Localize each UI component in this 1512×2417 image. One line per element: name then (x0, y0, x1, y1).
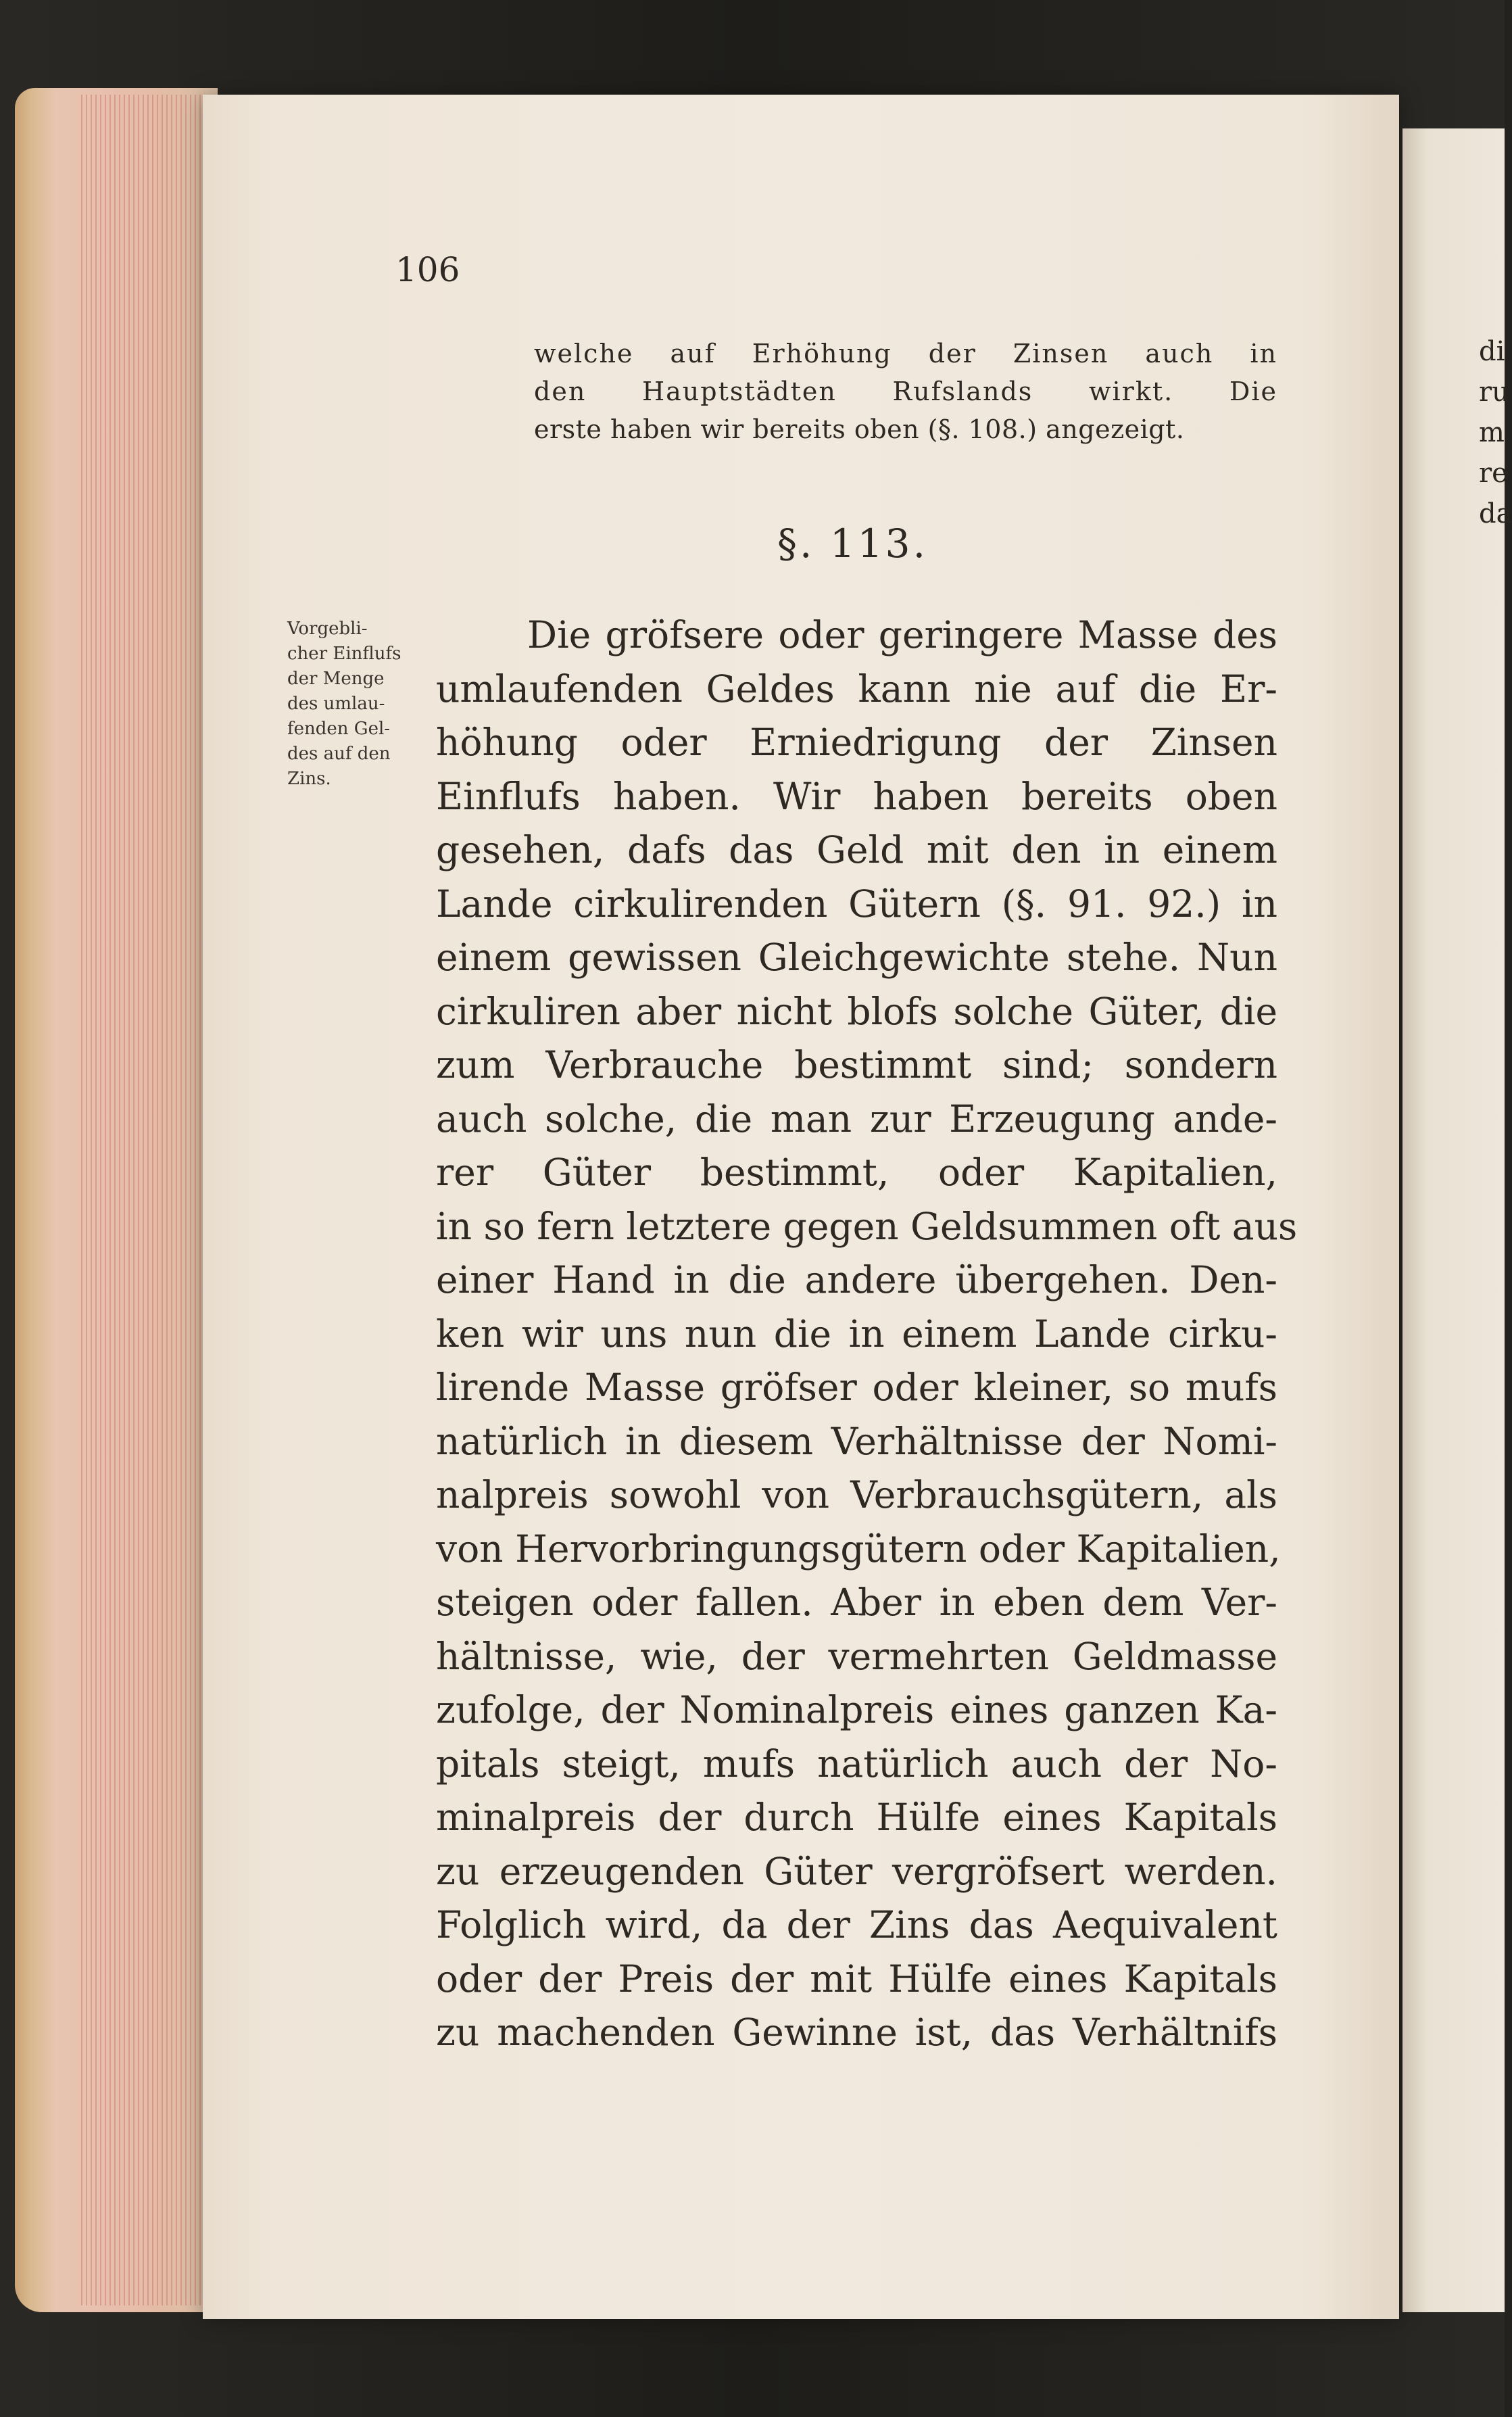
body-line: natürlich in diesem Verhältnisse der Nomi- (436, 1419, 1277, 1463)
body-line: minalpreis der durch Hülfe eines Kapitals (436, 1796, 1277, 1839)
marginal-note-line: fenden Gel- (287, 719, 391, 739)
body-line: Einflufs haben. Wir haben bereits oben (436, 774, 1277, 818)
body-line: umlaufenden Geldes kann nie auf die Er- (436, 667, 1277, 711)
marginal-note-line: des auf den (287, 744, 391, 764)
body-line: steigen oder fallen. Aber in eben dem Ver- (436, 1581, 1277, 1624)
body-line: ken wir uns nun die in einem Lande cirku- (436, 1312, 1277, 1356)
body-line: hältnisse, wie, der vermehrten Geldmasse (436, 1634, 1277, 1678)
intro-line: erste haben wir bereits oben (§. 108.) angezeigt. (534, 414, 1185, 444)
body-line: in so fern letztere gegen Geldsummen oft aus (436, 1204, 1298, 1248)
body-line: auch solche, die man zur Erzeugung ande- (436, 1097, 1277, 1141)
body-line: nalpreis sowohl von Verbrauchsgütern, als (436, 1473, 1277, 1516)
body-line: höhung oder Erniedrigung der Zinsen (436, 721, 1277, 764)
body-line: einem gewissen Gleichgewichte stehe. Nun (436, 936, 1277, 979)
body-line: Die gröfsere oder geringere Masse des (527, 613, 1277, 656)
fragment-line: ru (1479, 377, 1509, 408)
fragment-line: da (1479, 498, 1512, 529)
page-edge-lines (81, 95, 210, 2305)
next-page-fragments (1479, 331, 1512, 534)
marginal-note-line: cher Einflufs (287, 644, 401, 664)
marginal-note-line: Zins. (287, 769, 331, 789)
body-line: zufolge, der Nominalpreis eines ganzen Ka- (436, 1688, 1277, 1731)
body-line: rer Güter bestimmt, oder Kapitalien, (436, 1151, 1277, 1194)
intro-line: den Hauptstädten Rufslands wirkt. Die (534, 377, 1277, 406)
body-line: pitals steigt, mufs natürlich auch der No- (436, 1742, 1277, 1786)
marginal-note (287, 617, 433, 792)
body-line: von Hervorbringungsgütern oder Kapitalien, (436, 1527, 1281, 1571)
body-line: lirende Masse gröfser oder kleiner, so mufs (436, 1366, 1277, 1409)
intro-paragraph (534, 335, 1277, 448)
body-line: cirkuliren aber nicht blofs solche Güter, die (436, 989, 1277, 1033)
page-number: 106 (395, 250, 460, 289)
body-line: oder der Preis der mit Hülfe eines Kapitals (436, 1957, 1277, 2001)
marginal-note-line: Vorgebli- (287, 619, 368, 639)
marginal-note-line: der Menge (287, 669, 385, 689)
section-heading: §. 113. (777, 521, 929, 567)
fragment-line: di (1479, 336, 1505, 367)
intro-line: welche auf Erhöhung der Zinsen auch in (534, 339, 1277, 368)
body-line: Lande cirkulirenden Gütern (§. 91. 92.) in (436, 882, 1277, 926)
body-line: zu erzeugenden Güter vergröfsert werden. (436, 1849, 1277, 1893)
marginal-note-line: des umlau- (287, 694, 385, 714)
body-line: zum Verbrauche bestimmt sind; sondern (436, 1043, 1277, 1086)
body-line: Folglich wird, da der Zins das Aequivalent (436, 1903, 1277, 1946)
fragment-line: m (1479, 417, 1505, 448)
body-line: gesehen, dafs das Geld mit den in einem (436, 828, 1277, 871)
body-line: einer Hand in die andere übergehen. Den- (436, 1258, 1277, 1301)
body-paragraph (436, 608, 1298, 2060)
fragment-line: re (1479, 458, 1508, 489)
body-line: zu machenden Gewinne ist, das Verhältnifs (436, 2011, 1277, 2054)
